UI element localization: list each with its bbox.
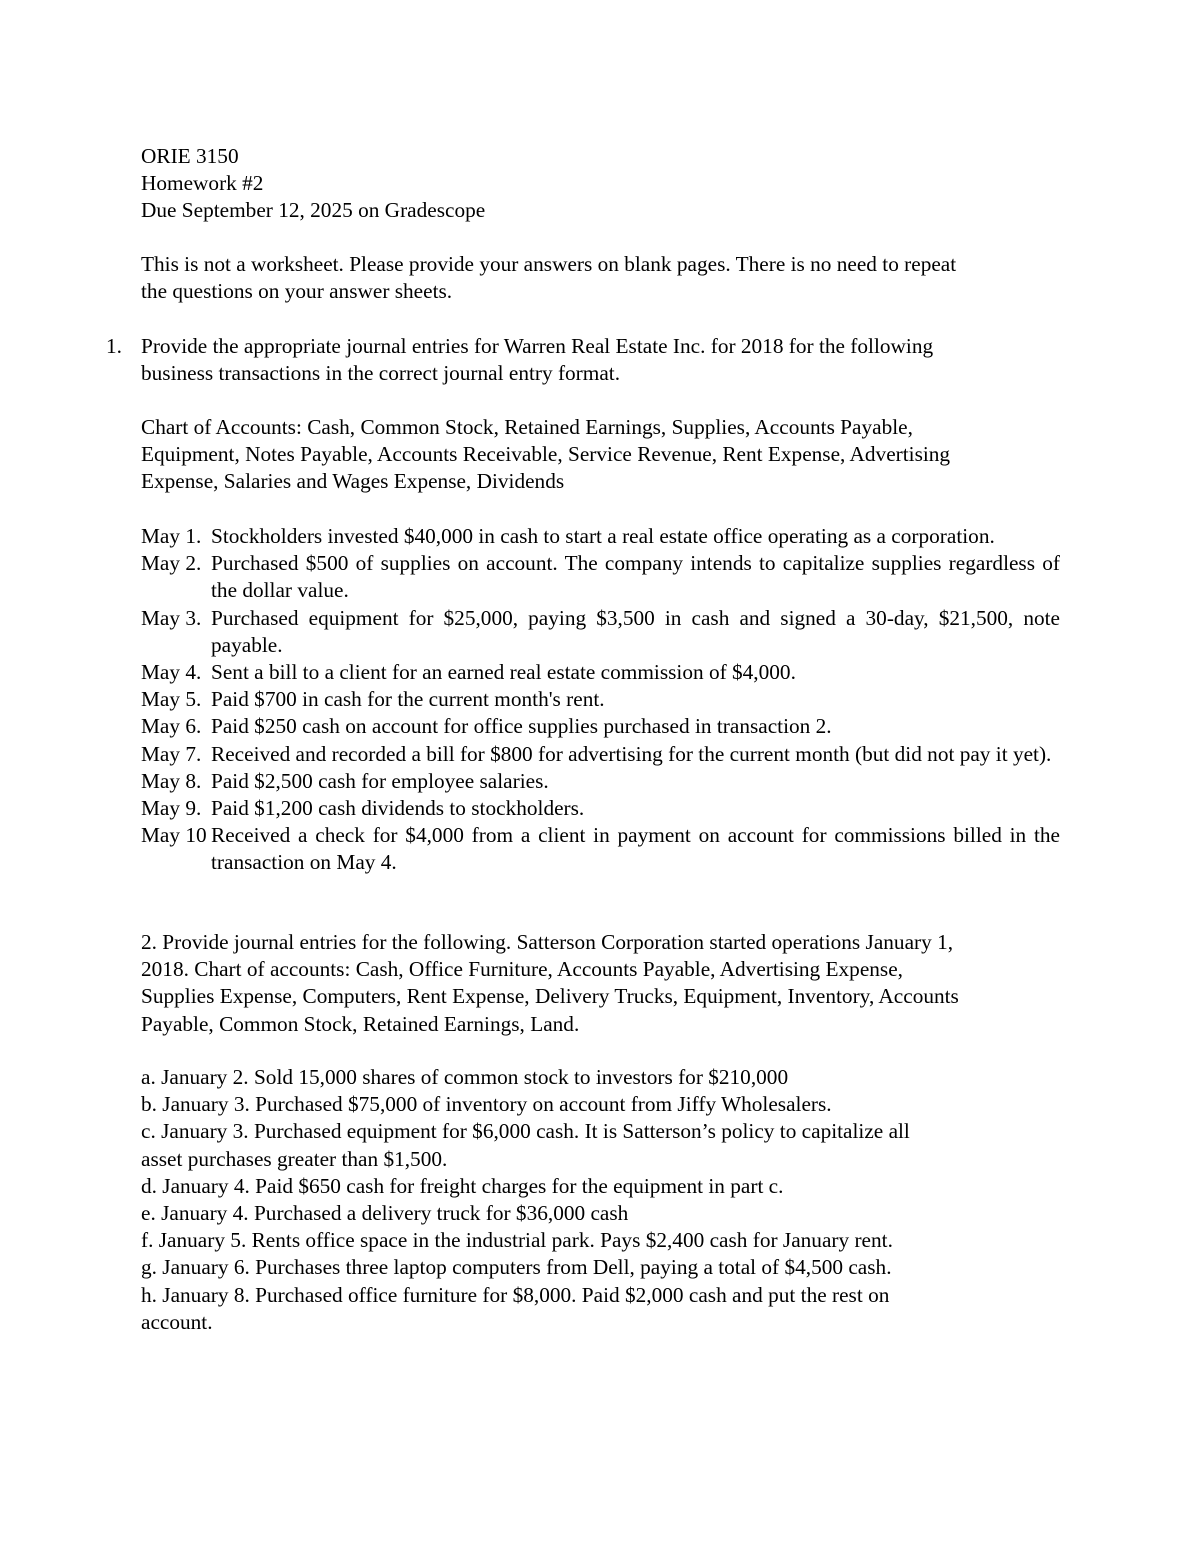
chart-line: Chart of Accounts: Cash, Common Stock, Retained Earnings, Supplies, Accounts Payable, [141, 415, 913, 439]
question-1-prompt [106, 333, 1071, 387]
transaction-date: May 9. [141, 796, 202, 821]
chart-line: Equipment, Notes Payable, Accounts Receivable, Service Revenue, Rent Expense, Advertising [141, 442, 951, 467]
list-item: a. January 2. Sold 15,000 shares of common stock to investors for $210,000 [141, 1065, 789, 1089]
list-item: f. January 5. Rents office space in the industrial park. Pays $2,400 cash for January rent. [141, 1228, 893, 1253]
question-number: 1. [106, 334, 122, 358]
prompt-line: 2. Provide journal entries for the following. Satterson Corporation started operations January 1, [141, 930, 954, 954]
transaction-item [141, 795, 1060, 822]
transaction-text: Paid $250 cash on account for office supplies purchased in transaction 2. [211, 714, 832, 739]
list-item: account. [141, 1309, 213, 1334]
transaction-date: May 2. [141, 551, 202, 576]
transaction-text: Paid $700 in cash for the current month's rent. [211, 687, 605, 712]
list-item: d. January 4. Paid $650 cash for freight charges for the equipment in part c. [141, 1173, 784, 1198]
instructions [141, 251, 1071, 305]
transaction-item [141, 686, 1060, 713]
question-2-prompt [141, 929, 1071, 1038]
prompt-line: Supplies Expense, Computers, Rent Expense, Delivery Trucks, Equipment, Inventory, Accounts [141, 984, 959, 1009]
assignment-title: Homework #2 [141, 171, 264, 196]
transaction-text: Purchased $500 of supplies on account. The company intends to capitalize supplies regardless of the dollar value. [211, 551, 1060, 603]
question-2-items [141, 1064, 1071, 1336]
transaction-text: Purchased equipment for $25,000, paying $3,500 in cash and signed a 30-day, $21,500, note payable. [211, 605, 1060, 657]
prompt-line: business transactions in the correct journal entry format. [141, 361, 621, 386]
course-code: ORIE 3150 [141, 144, 239, 168]
transaction-item [141, 713, 1060, 740]
instructions-line: the questions on your answer sheets. [141, 279, 453, 304]
transaction-item [141, 605, 1060, 659]
prompt-line: Provide the appropriate journal entries for Warren Real Estate Inc. for 2018 for the following [141, 334, 934, 358]
transaction-item [141, 768, 1060, 795]
list-item: e. January 4. Purchased a delivery truck for $36,000 cash [141, 1201, 629, 1226]
transaction-date: May 5. [141, 687, 202, 712]
transaction-date: May 8. [141, 768, 202, 793]
document-header [141, 143, 1071, 225]
list-item: c. January 3. Purchased equipment for $6,000 cash. It is Satterson’s policy to capitalize all [141, 1119, 910, 1144]
transaction-text: Paid $1,200 cash dividends to stockholders. [211, 796, 585, 821]
prompt-line: 2018. Chart of accounts: Cash, Office Furniture, Accounts Payable, Advertising Expense, [141, 957, 903, 982]
transaction-text: Received a check for $4,000 from a client in payment on account for commissions billed in the transaction on May 4. [211, 823, 1060, 875]
transaction-text: Received and recorded a bill for $800 for advertising for the current month (but did not pay it yet). [211, 741, 1052, 766]
chart-of-accounts [141, 414, 1071, 496]
transaction-text: Stockholders invested $40,000 in cash to start a real estate office operating as a corporation. [211, 524, 995, 548]
transaction-date: May 6. [141, 714, 202, 739]
transaction-date: May 4. [141, 660, 202, 685]
list-item: asset purchases greater than $1,500. [141, 1146, 448, 1171]
transaction-item [141, 822, 1060, 876]
list-item: h. January 8. Purchased office furniture for $8,000. Paid $2,000 cash and put the rest on [141, 1282, 890, 1307]
transaction-text: Sent a bill to a client for an earned real estate commission of $4,000. [211, 660, 796, 685]
transaction-item [141, 741, 1060, 768]
list-item: b. January 3. Purchased $75,000 of inventory on account from Jiffy Wholesalers. [141, 1092, 832, 1117]
transaction-date: May 7. [141, 741, 202, 766]
chart-line: Expense, Salaries and Wages Expense, Dividends [141, 469, 565, 494]
transaction-date: May 1. [141, 524, 202, 548]
transaction-item [141, 550, 1060, 604]
list-item: g. January 6. Purchases three laptop computers from Dell, paying a total of $4,500 cash. [141, 1255, 892, 1280]
prompt-line: Payable, Common Stock, Retained Earnings, Land. [141, 1011, 580, 1036]
due-date: Due September 12, 2025 on Gradescope [141, 198, 486, 223]
transaction-text: Paid $2,500 cash for employee salaries. [211, 768, 549, 793]
transaction-date: May 10 [141, 823, 207, 848]
transaction-list [141, 523, 1060, 877]
transaction-item [141, 659, 1060, 686]
instructions-line: This is not a worksheet. Please provide your answers on blank pages. There is no need to repeat [141, 252, 957, 276]
transaction-item [141, 523, 1060, 550]
transaction-date: May 3. [141, 605, 202, 630]
